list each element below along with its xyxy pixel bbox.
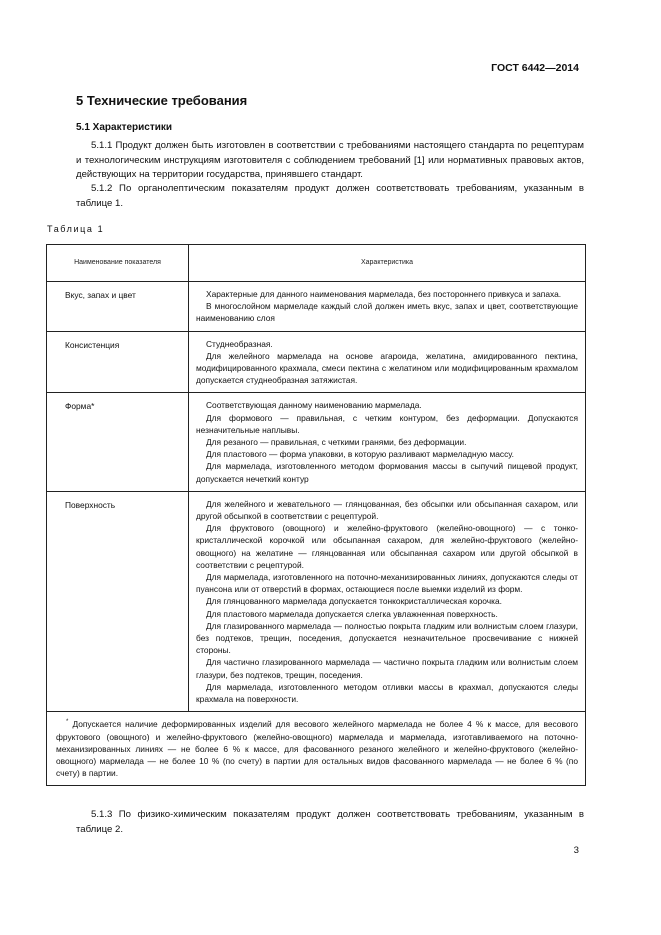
table-row — [47, 282, 586, 332]
indicator-name: Форма* — [47, 393, 189, 491]
characteristic-line: Характерные для данного наименования мармелада, без постороннего привкуса и запаха. — [206, 289, 562, 299]
characteristic-line: Для глазированного мармелада — полностью покрыта гладким или волнистым слоем глазури, без подтеков, трещин, поседения, допускается незначительное просвечивание с нижней стороны. — [196, 620, 578, 656]
characteristic-line: Для пластового мармелада допускается слегка увлажненная поверхность. — [206, 608, 498, 619]
characteristic-line: Для фруктового (овощного) и желейно-фруктового (желейно-овощного) — с тонкокристаллической корочкой или обсыпанная сахаром, для желейно-фруктового (желейно-овощного) на желатине — глянцованная или обсыпанная сахаром или другой обсыпкой в соответствии с рецептурой. — [196, 523, 578, 570]
table-footnote — [47, 712, 586, 786]
subsection-title: 5.1 Характеристики — [76, 122, 173, 133]
characteristic-line: Студнеобразная. — [206, 338, 273, 349]
column-header-characteristic: Характеристика — [189, 245, 586, 282]
footnote-body: Допускается наличие деформированных изделий для весового желейного мармелада не более 4 % к массе, для весового фруктового (овощного) и желейно-фруктового (желейно-овощного) мармелада и мармелада, изготавливаемого на поточно-механизированных линиях — не более 6 % к массе, для фасованного резаного желейного и желейно-фруктового (желейно-овощного) мармелада — не более 10 % (по счету) в партии для остальных видов фасованного мармелада — не более 6 % (по счету) в партии. — [56, 719, 578, 779]
indicator-name: Поверхность — [47, 491, 189, 711]
characteristic-line: Для пластового — форма упаковки, в которую разливают мармеладную массу. — [206, 449, 514, 460]
table-row — [47, 491, 586, 711]
characteristic-line: Соответствующая данному наименованию мармелада. — [206, 400, 422, 411]
column-header-indicator: Наименование показателя — [47, 245, 189, 282]
characteristic-line: Для мармелада, изготовленного методом формования массы в сыпучий пищевой продукт, допускается нечеткий контур — [196, 461, 578, 484]
table-row — [47, 393, 586, 491]
requirements-table — [46, 244, 586, 786]
paragraph-5-1-2: 5.1.2 По органолептическим показателям продукт должен соответствовать требованиям, указанным в таблице 1. — [76, 183, 584, 209]
characteristic-line: Для формового — правильная, с четким контуром, без деформации. Допускаются незначительные наплывы. — [196, 412, 578, 435]
characteristic-cell — [189, 393, 586, 491]
paragraph-5-1-3: 5.1.3 По физико-химическим показателям продукт должен соответствовать требованиям, указанным в таблице 2. — [76, 809, 584, 835]
characteristic-line: Для желейного мармелада на основе агароида, желатина, амидированного пектина, модифицированного крахмала, смеси пектина с желатином или модифицированным крахмалом допускается студнеобразная затяжистая. — [196, 350, 578, 386]
section-title: 5 Технические требования — [76, 93, 248, 108]
characteristic-line: В многослойном мармеладе каждый слой должен иметь вкус, запах и цвет, соответствующие наименованию слоя — [196, 301, 578, 324]
table-row — [47, 331, 586, 393]
characteristic-cell — [189, 491, 586, 711]
characteristic-line: Для мармелада, изготовленного на поточно-механизированных линиях, допускаются следы от пуансона или от отверстий в формах, остающиеся после выемки изделий из форм. — [196, 572, 578, 595]
characteristic-line: Для глянцованного мармелада допускается тонкокристаллическая корочка. — [206, 596, 502, 607]
footnote-text — [56, 718, 578, 779]
characteristic-line: Для мармелада, изготовленного методом отливки массы в крахмал, допускаются следы крахмала на поверхности. — [196, 681, 578, 705]
table-caption: Таблица 1 — [47, 224, 105, 234]
characteristic-cell — [189, 331, 586, 393]
indicator-name: Вкус, запах и цвет — [47, 282, 189, 332]
table-footnote-row — [47, 712, 586, 786]
table-header-row — [47, 245, 586, 282]
characteristic-line: Для резаного — правильная, с четкими гранями, без деформации. — [206, 437, 467, 448]
characteristic-cell — [189, 282, 586, 332]
paragraph-5-1-1: 5.1.1 Продукт должен быть изготовлен в соответствии с требованиями настоящего стандарта по рецептурам и технологическим инструкциям изготовителя с соблюдением требований [1] или нормативных правовых актов, действующих на территории государства, принявшего стандарт. — [76, 140, 584, 180]
characteristic-line: Для желейного и жевательного — глянцованная, без обсыпки или обсыпанная сахаром, или другой обсыпкой в соответствии с рецептурой. — [196, 498, 578, 522]
footnote-mark: * — [66, 719, 69, 726]
characteristic-line: Для частично глазированного мармелада — частично покрыта гладким или волнистым слоем глазури, без подтеков, трещин, поседения. — [196, 657, 578, 680]
indicator-name: Консистенция — [47, 331, 189, 393]
page-number: 3 — [573, 845, 579, 856]
standard-number: ГОСТ 6442—2014 — [491, 62, 579, 74]
